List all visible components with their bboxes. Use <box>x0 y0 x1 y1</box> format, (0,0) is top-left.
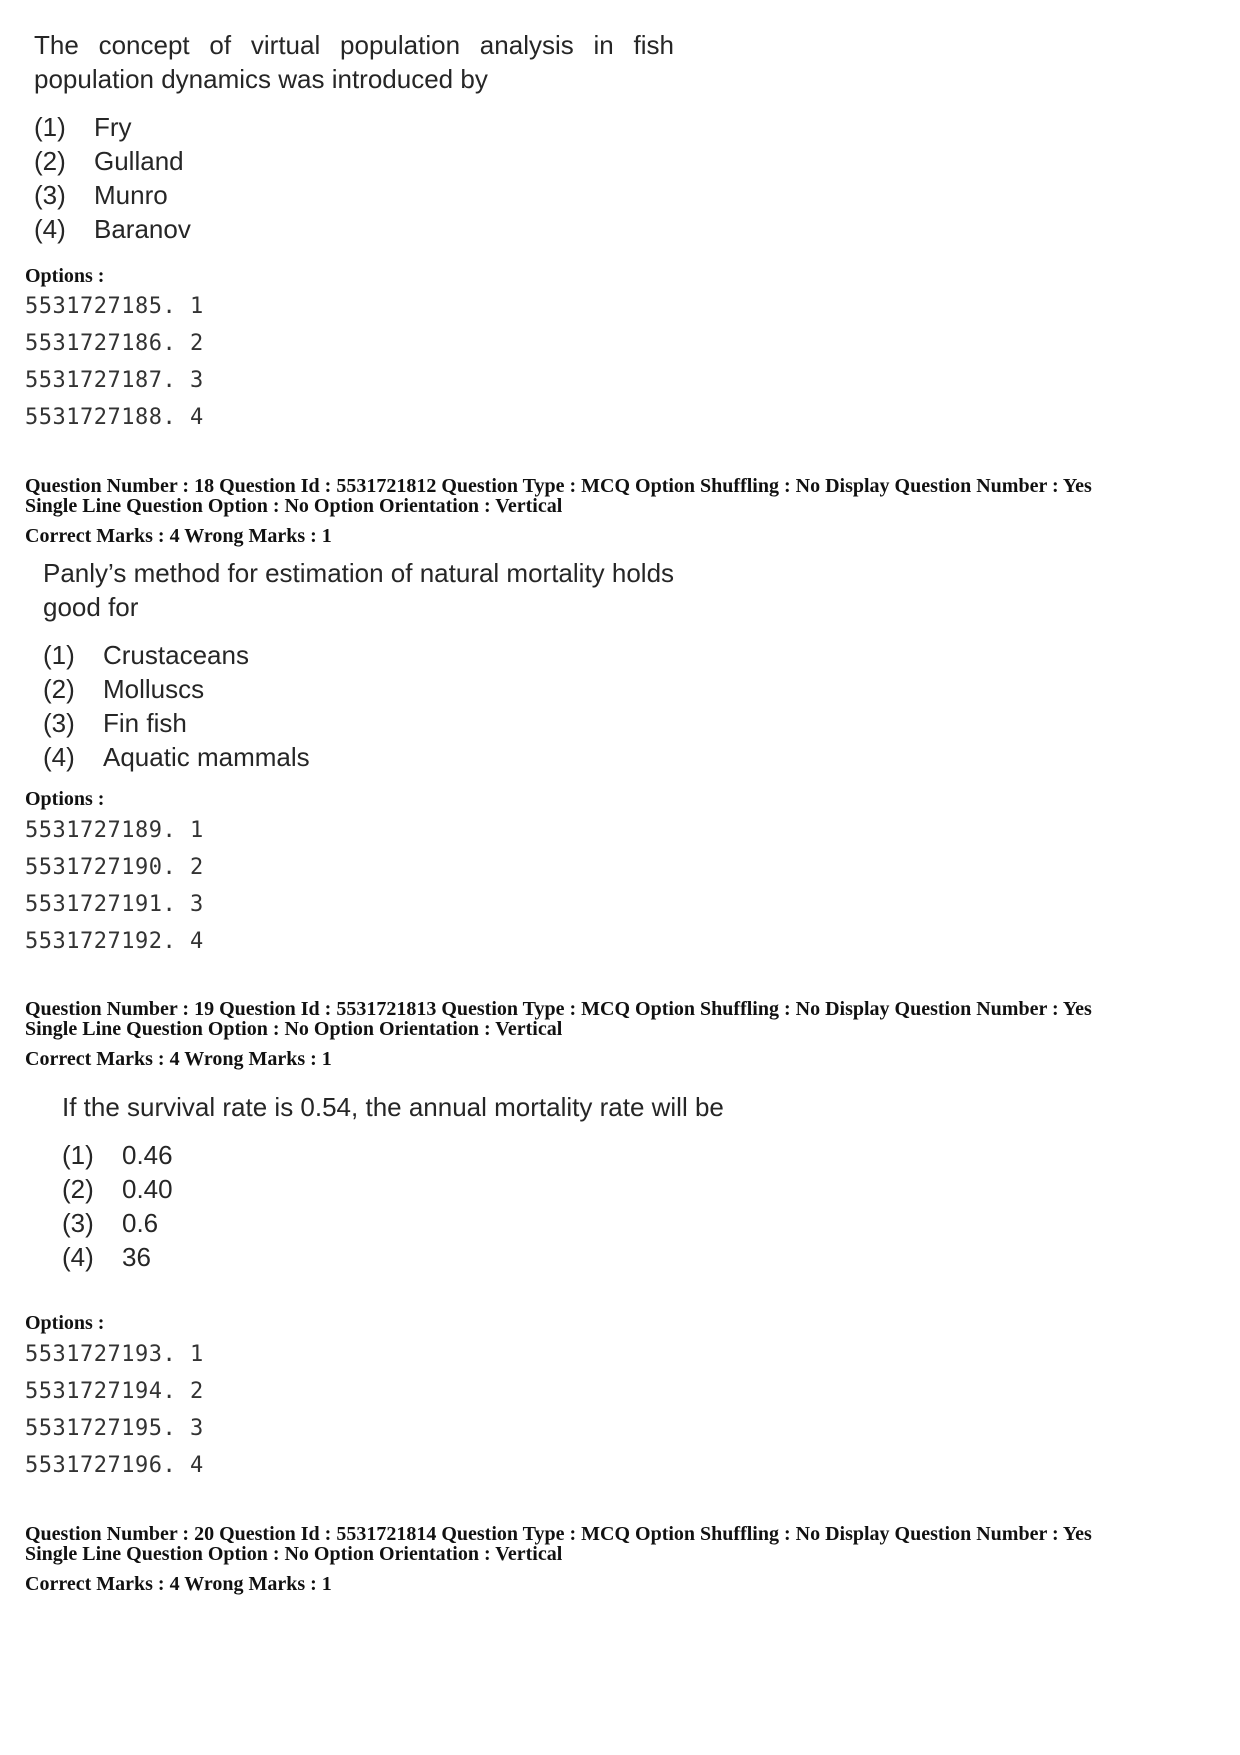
question-option <box>43 638 249 672</box>
question-stem-line: Panly’s method for estimation of natural mortality holds <box>43 558 675 588</box>
option-number: (1) <box>62 1140 94 1170</box>
question-option <box>34 110 132 144</box>
option-text: Aquatic mammals <box>103 742 310 772</box>
question-marks: Correct Marks : 4 Wrong Marks : 1 <box>25 1048 332 1070</box>
option-text: 36 <box>122 1242 151 1272</box>
option-id: 5531727185. 1 <box>25 294 204 319</box>
option-number: (3) <box>62 1208 94 1238</box>
question-meta-line: Question Number : 18 Question Id : 5531721812 Question Type : MCQ Option Shuffling : No Display Question Number : Yes <box>25 475 1092 497</box>
question-option <box>43 706 187 740</box>
option-id: 5531727192. 4 <box>25 929 204 954</box>
option-id: 5531727186. 2 <box>25 331 204 356</box>
option-number: (1) <box>43 640 75 670</box>
option-number: (2) <box>34 146 66 176</box>
question-option <box>43 672 204 706</box>
option-number: (3) <box>43 708 75 738</box>
option-id: 5531727191. 3 <box>25 892 204 917</box>
option-number: (4) <box>34 214 66 244</box>
question-option <box>62 1172 173 1206</box>
question-stem-line: good for <box>43 592 139 622</box>
option-text: 0.40 <box>122 1174 173 1204</box>
question-option <box>62 1138 173 1172</box>
question-stem-line: The concept of virtual population analysis in fish <box>34 30 674 60</box>
option-number: (2) <box>43 674 75 704</box>
option-text: Crustaceans <box>103 640 249 670</box>
options-label: Options : <box>25 788 105 810</box>
option-number: (4) <box>62 1242 94 1272</box>
option-id: 5531727187. 3 <box>25 368 204 393</box>
options-label: Options : <box>25 1312 105 1334</box>
question-meta-line: Single Line Question Option : No Option Orientation : Vertical <box>25 1543 563 1565</box>
option-number: (4) <box>43 742 75 772</box>
option-text: Baranov <box>94 214 191 244</box>
option-text: Molluscs <box>103 674 205 704</box>
option-id: 5531727196. 4 <box>25 1453 204 1478</box>
question-stem-line: If the survival rate is 0.54, the annual mortality rate will be <box>62 1092 724 1122</box>
option-number: (2) <box>62 1174 94 1204</box>
question-18-stem <box>43 556 683 624</box>
question-option <box>34 212 191 246</box>
option-id: 5531727195. 3 <box>25 1416 204 1441</box>
options-label: Options : <box>25 265 105 287</box>
option-id: 5531727188. 4 <box>25 405 204 430</box>
option-text: Munro <box>94 180 168 210</box>
question-stem-line: population dynamics was introduced by <box>34 64 488 94</box>
question-marks: Correct Marks : 4 Wrong Marks : 1 <box>25 525 332 547</box>
question-meta-line: Question Number : 20 Question Id : 5531721814 Question Type : MCQ Option Shuffling : No Display Question Number : Yes <box>25 1523 1092 1545</box>
question-option <box>62 1206 158 1240</box>
question-option <box>43 740 310 774</box>
option-id: 5531727193. 1 <box>25 1342 204 1367</box>
question-17-stem <box>34 28 674 96</box>
option-id: 5531727194. 2 <box>25 1379 204 1404</box>
question-meta-line: Question Number : 19 Question Id : 5531721813 Question Type : MCQ Option Shuffling : No Display Question Number : Yes <box>25 998 1092 1020</box>
option-text: 0.46 <box>122 1140 173 1170</box>
question-option <box>34 178 168 212</box>
option-text: Fry <box>94 112 132 142</box>
question-option <box>34 144 184 178</box>
option-text: 0.6 <box>122 1208 159 1238</box>
question-19-stem <box>62 1090 762 1124</box>
option-id: 5531727189. 1 <box>25 818 204 843</box>
question-option <box>62 1240 151 1274</box>
option-text: Gulland <box>94 146 184 176</box>
question-meta-line: Single Line Question Option : No Option Orientation : Vertical <box>25 495 563 517</box>
question-marks: Correct Marks : 4 Wrong Marks : 1 <box>25 1573 332 1595</box>
question-meta-line: Single Line Question Option : No Option Orientation : Vertical <box>25 1018 563 1040</box>
option-number: (1) <box>34 112 66 142</box>
option-id: 5531727190. 2 <box>25 855 204 880</box>
option-number: (3) <box>34 180 66 210</box>
option-text: Fin fish <box>103 708 187 738</box>
